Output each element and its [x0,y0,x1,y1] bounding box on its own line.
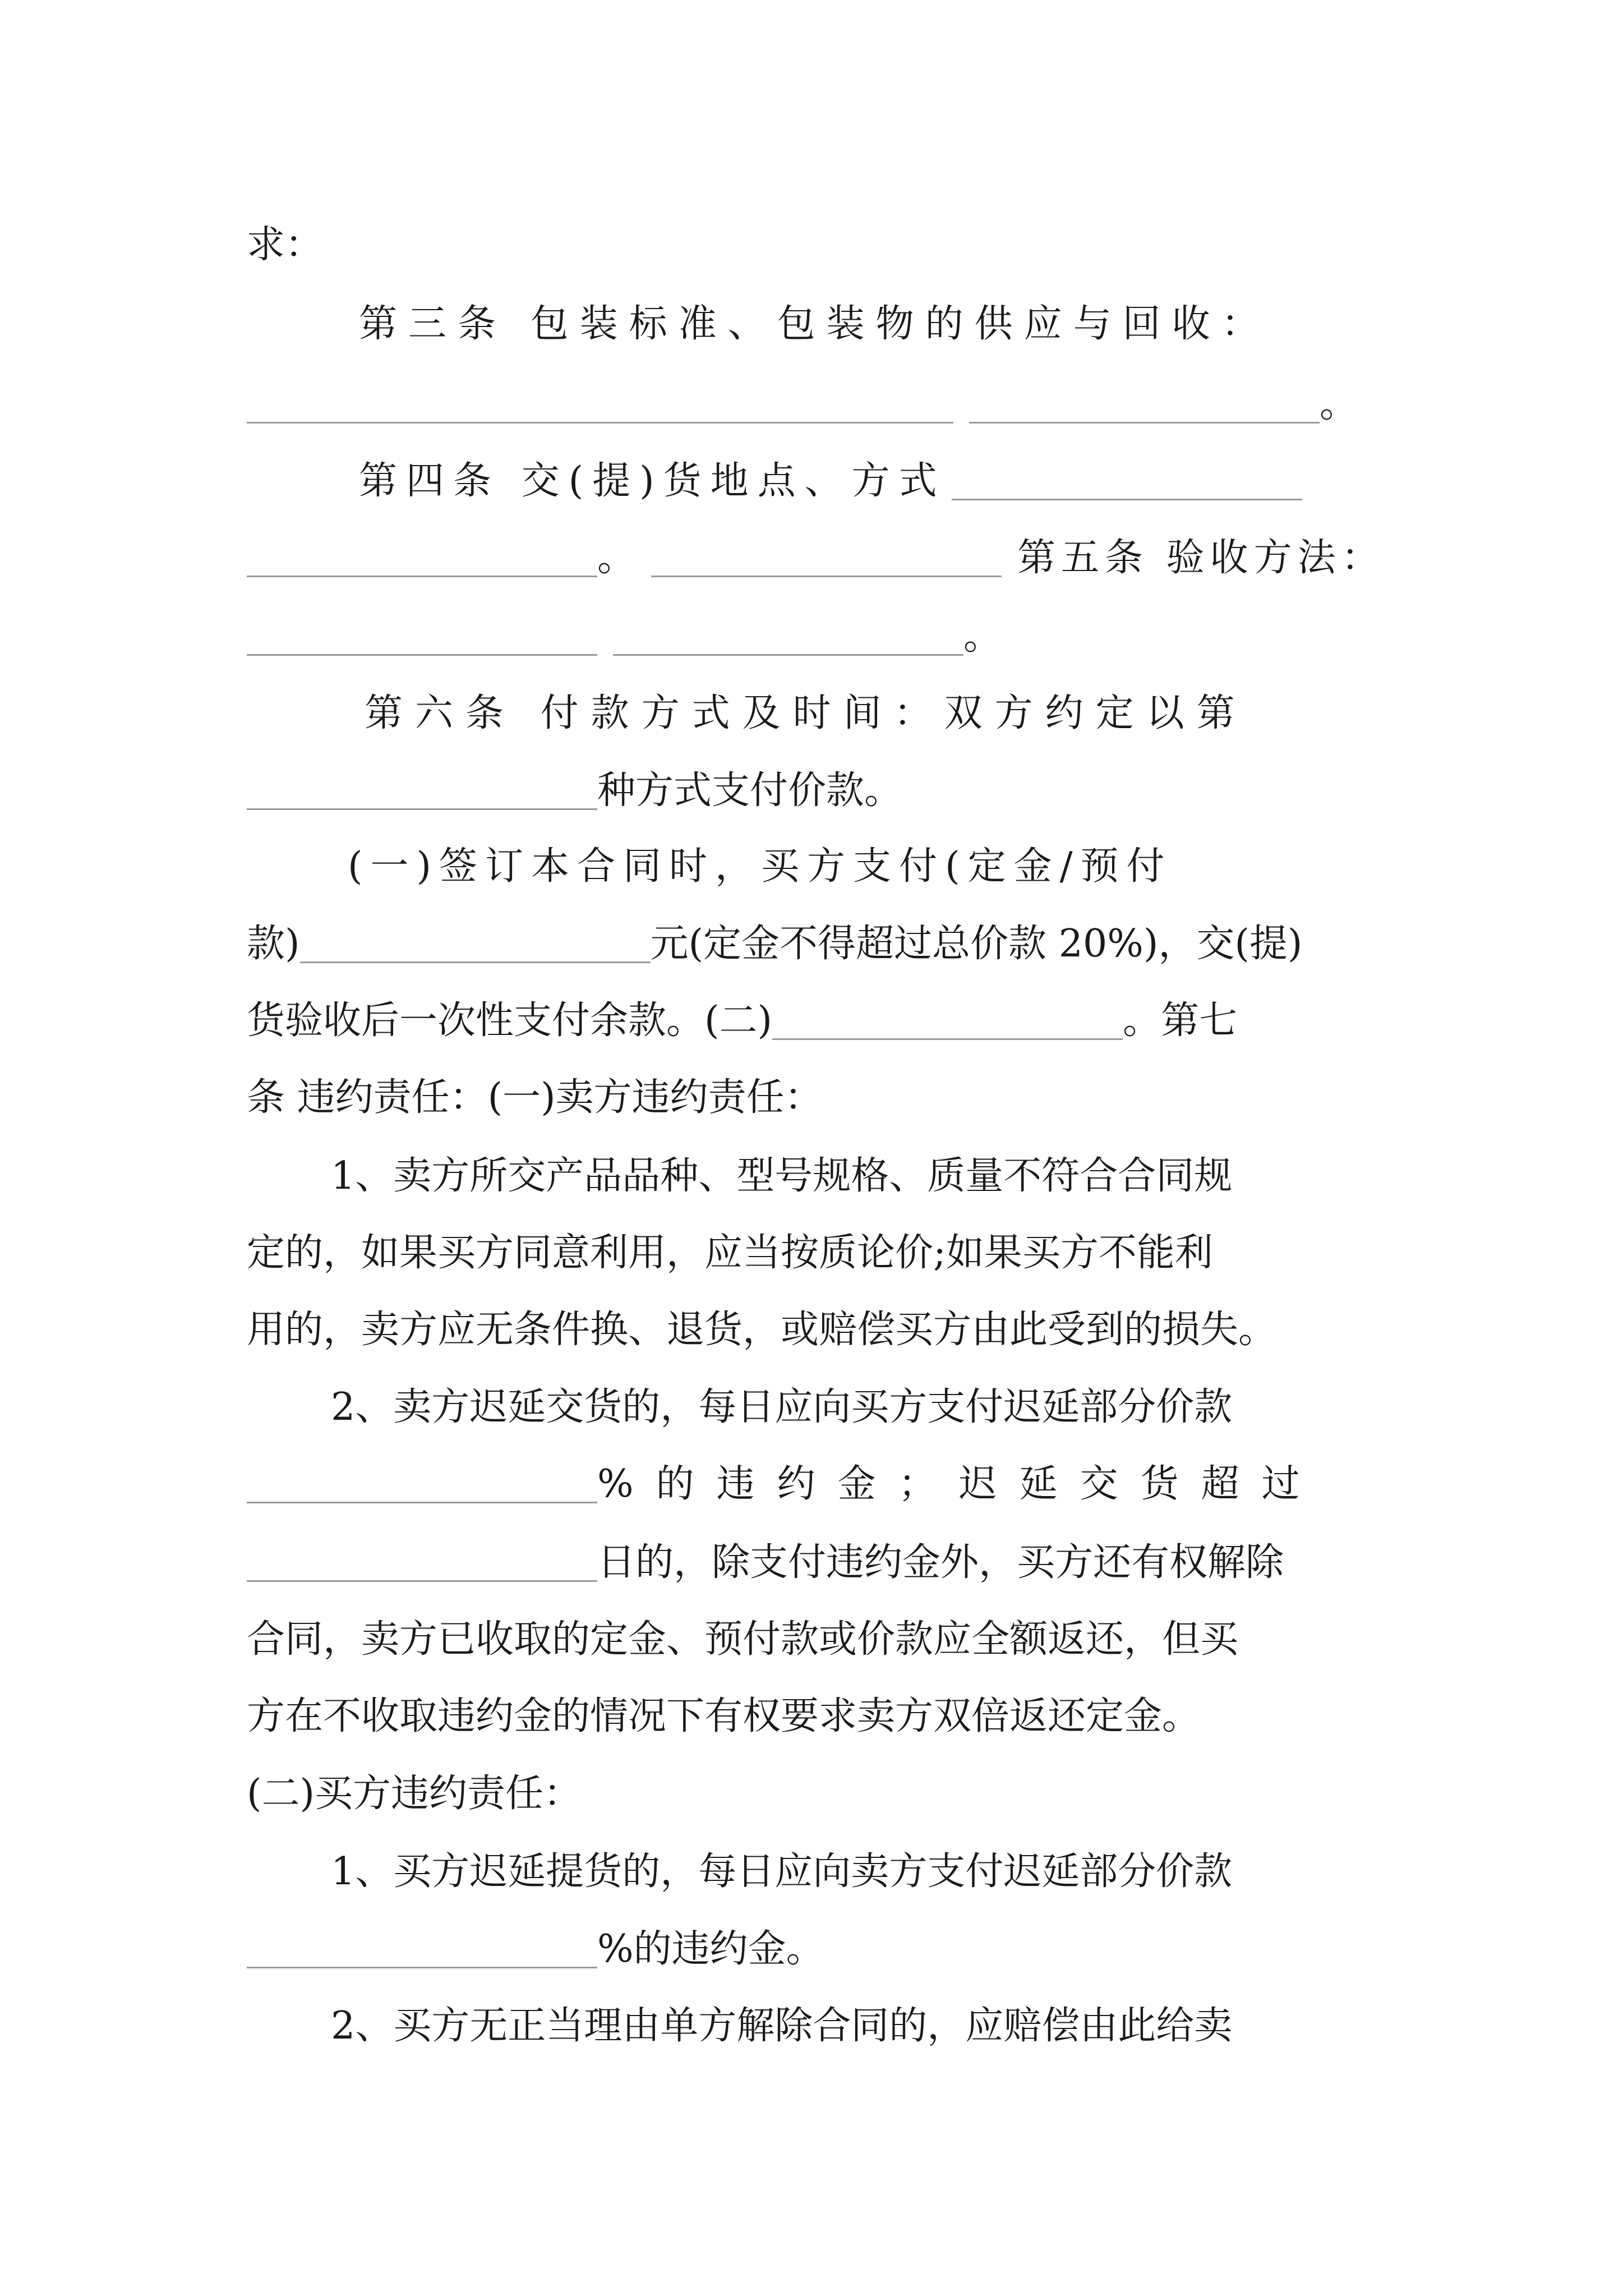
line-text: %的违约金。 [597,1927,824,1971]
line-text: 方在不收取违约金的情况下有权要求卖方双倍返还定金。 [247,1694,1201,1738]
text-line [247,1442,1385,1526]
line-text: 第六条 付款方式及时间：双方约定以第 [365,691,1247,735]
text-line [247,1907,1385,1991]
fill-in-blank[interactable] [651,573,1002,577]
text-line [247,979,1385,1063]
fill-in-blank[interactable] [969,420,1320,424]
line-text: 1、卖方所交产品品种、型号规格、质量不符合合同规 [331,1154,1233,1198]
fill-in-blank[interactable] [247,652,597,656]
text-line [247,1674,1385,1759]
line-text: %的违约金；迟延交货超过 [597,1462,1322,1506]
line-text: 种方式支付价款。 [597,769,903,813]
text-line [247,749,1385,833]
text-line [331,1830,1385,1914]
article-6-heading [365,671,1385,756]
fill-in-blank[interactable] [247,1964,597,1968]
line-text: 用的，卖方应无条件换、退货，或赔偿买方由此受到的损失。 [247,1308,1277,1352]
fill-in-blank[interactable] [247,1578,597,1582]
fill-in-blank[interactable] [247,806,597,810]
line-text: (二)买方违约责任： [247,1772,582,1816]
line-text: 定的，如果买方同意利用，应当按质论价;如果买方不能利 [247,1231,1213,1275]
fill-in-blank[interactable] [300,959,651,963]
article-3-heading [359,282,1385,366]
line-text: 日的，除支付违约金外，买方还有权解除 [597,1540,1284,1585]
fill-in-blank[interactable] [772,1036,1123,1040]
article-7-heading [247,1056,1385,1140]
line-text: 条 违约责任：(一)卖方违约责任： [247,1075,823,1120]
text-line [247,1521,1385,1605]
line-text: 第三条 包装标准、包装物的供应与回收： [359,302,1271,346]
fill-in-blank[interactable] [613,652,963,656]
text-line [247,516,1385,600]
line-text: 。 [963,614,1002,659]
text-line [348,825,1385,909]
fill-in-blank[interactable] [952,496,1302,500]
line-text: 。第七 [1123,999,1238,1043]
line-text: 2、买方无正当理由单方解除合同的，应赔偿由此给卖 [331,2004,1233,2048]
text-line [247,1288,1385,1372]
line-text: 款) [247,922,300,966]
line-text: 2、卖方迟延交货的，每日应向买方支付迟延部分价款 [331,1385,1233,1429]
line-text: 货验收后一次性支付余款。(二) [247,999,773,1043]
text-line [247,595,1385,679]
line-text: 。 [1320,382,1358,426]
article-4-heading [359,439,1385,523]
line-text: 元(定金不得超过总价款 20%)，交(提) [650,922,1303,966]
line-text: 1、买方迟延提货的，每日应向卖方支付迟延部分价款 [331,1849,1233,1894]
article-5-heading: 第五条 验收方法： [1017,536,1385,580]
text-line [331,1984,1385,2068]
text-line [331,1134,1385,1218]
fill-in-blank[interactable] [247,420,953,424]
section-heading [247,1752,1385,1836]
text-line [247,362,1385,447]
text-line [247,1598,1385,1682]
fill-in-blank[interactable] [247,1499,597,1503]
text-line [247,203,1385,287]
line-text: 求： [247,223,324,267]
text-line [247,902,1385,986]
line-text: (一)签订本合同时，买方支付(定金/预付 [348,844,1173,889]
text-line [247,1211,1385,1295]
line-text: 第四条 交(提)货地点、方式 [359,459,946,503]
line-text: 合同，卖方已收取的定金、预付款或价款应全额返还，但买 [247,1617,1239,1662]
line-text: 。 [597,536,636,580]
text-line [331,1365,1385,1450]
fill-in-blank[interactable] [247,573,597,577]
